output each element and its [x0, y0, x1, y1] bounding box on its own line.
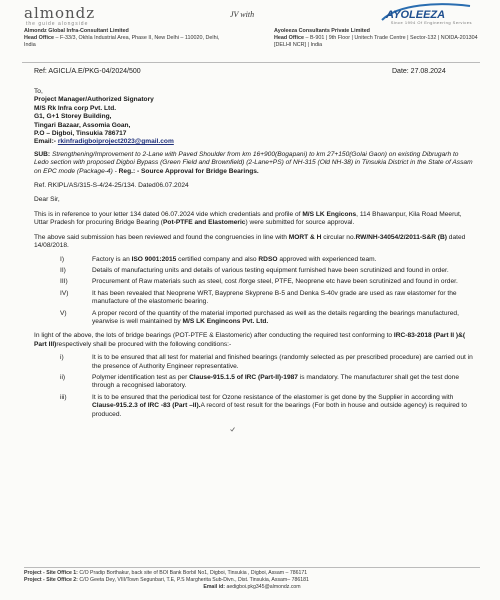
finding-item: II) Details of manufacturing units and details of various testing equipment furnished have been scrutinized and found in order.	[60, 266, 449, 274]
right-company-block	[274, 28, 494, 49]
condition-item: iii) It is to be ensured that the periodical test for Ozone resistance of the elastomer is get done by the Supplier in according with Clause-915.2.3 of IRC -83 (Part –II).A record of test result for the bearings (For both in house and outside agency) is required to produced.	[60, 393, 467, 418]
ayoleeza-tagline: Since 1994 Of Engineering Services	[390, 20, 472, 25]
almondz-tagline: the guide alongside	[26, 21, 89, 27]
finding-item: V) A proper record of the quantity of the material imported purchased as well as the details regarding the bearings manufactured, yearwise is well maintained by M/S LK Engincons Pvt. Ltd.	[60, 309, 459, 325]
conditions-list	[34, 354, 474, 419]
recipient-line4: Tingari Bazaar, Assomia Goan,	[34, 121, 131, 129]
paragraph-2: The above said submission has been reviewed and found the congruencies in line with MORT & H circular no.RW/NH-34054/2/2011-S&R (B) dated 14/08/2018.	[34, 233, 466, 250]
recipient-line1: Project Manager/Authorized Signatory	[34, 96, 154, 104]
letter-date: Date: 27.08.2024	[392, 68, 446, 75]
footer-email-row: Email id: aedigboi.pkg345@almondz.com	[203, 584, 301, 590]
recipient-email-link[interactable]: rkinfradigboiproject2023@gmail.com	[57, 138, 174, 146]
letter-body	[34, 88, 474, 422]
footer-email-link[interactable]: aedigboi.pkg345@almondz.com	[226, 584, 301, 590]
paragraph-1: This is in reference to your letter 134 dated 06.07.2024 vide which credentials and profile of M/S LK Engicons, 114 Bhawanpur, Kila Road Meerut, Uttar Pradesh for procuring Bridge Bearing (Pot-PTFE and Elastomeric) were submitted for source approval.	[34, 210, 462, 227]
recipient-line2: M/S Rk Infra corp Pvt. Ltd.	[34, 104, 117, 112]
small-tick-mark-icon	[230, 427, 235, 432]
paragraph-3: In light of the above, the lots of bridge bearings (POT-PTFE & Elastomeric) after conducting the required test conforming to IRC-83-2018 (Part II )&( Part III)respectively shall be procured with the following conditions:-	[34, 332, 466, 348]
finding-item: III) Procurement of Raw materials such as steel, cost /forge steel, PTFE, Neoprene etc have been scrutinized and found in order.	[60, 278, 458, 286]
finding-item: IV) It has been revealed that Neoprene WRT, Bayprene Skyprene B-5 and Denka S-40v grade are used as raw elastomer for the manufacture of the elastomeric bearing.	[60, 289, 457, 306]
dear-sir: Dear Sir,	[34, 196, 60, 204]
site-office-1: Project - Site Office 1: C/O Pradip Borthakur, back site of BOI Bank Borbil No1, Digboi, Tinsukia , Digboi, Assam – 786171	[24, 570, 308, 576]
subject-line: SUB: Strengthening/Improvement to 2-Lane with Paved Shoulder from km 16+900(Bogapani) to km 27+150(Golai Gaon) on existing Dibrugarh to Ledo section with proposed Digboi Bypass (Green Field and Brownfield) (2-Lane+PS) of NH-315 (Old NH-38) in Tinsukia District in the State of Assam on EPC mode (Package-4) - Reg.: - Source Approval for Bridge Bearings.	[34, 150, 473, 175]
jv-text: JV with	[230, 10, 255, 19]
recipient-line3: G1, G+1 Storey Building,	[34, 113, 112, 121]
ayoleeza-logo	[378, 2, 474, 22]
header-divider	[22, 62, 480, 63]
finding-item: I) Factory is an ISO 9001:2015 certified company and also RDSO approved with experienced team.	[60, 255, 377, 263]
recipient-block	[34, 88, 474, 147]
almondz-logo: almondz	[24, 4, 96, 22]
left-company-address: Head Office – F-33/3, Okhla Industrial Area, Phase II, New Delhi – 110020, Delhi, India	[24, 35, 220, 48]
right-company-address: Head Office – B-901 | 9th Floor | Unitech Trade Centre | Sector-132 | NOIDA-201304 [DELHI NCR] | India	[274, 35, 478, 48]
condition-item: i) It is to be ensured that all test for material and finished bearings (randomly selected as per prescribed procedure) are carried out in the presence of Authority Engineer representative.	[60, 354, 473, 370]
right-company-name: Ayoleeza Consultants Private Limited	[274, 28, 370, 34]
site-office-2: Project - Site Office 2: C/O Geeta Dey, VIII/Town Segunbari, T.E, P.S Margherita Sub-Divn., Dist. Tinsukia, Assam– 786181	[24, 577, 309, 583]
recipient-email-row: Email:- rkinfradigboiproject2023@gmail.com	[34, 138, 174, 146]
left-company-block	[24, 28, 224, 49]
condition-item: ii) Polymer identification test as per Clause-915.1.5 of IRC (Part-II)-1987 is mandatory. The manufacturer shall get the test done through a recognised laboratory.	[60, 373, 459, 390]
reference-number: Ref: AGICL/A.E/PKG-04/2024/500	[34, 68, 141, 75]
reference-line: Ref. RKIPL/AS/315-S-4/24-25/134. Dated06.07.2024	[34, 182, 189, 190]
salutation-to: To,	[34, 88, 43, 95]
ayoleeza-logo-text: AYOLEEZA	[386, 9, 446, 21]
letterhead	[24, 4, 480, 62]
left-company-name: Almondz Global Infra-Consultant Limited	[24, 28, 129, 34]
footer	[24, 567, 480, 591]
findings-list	[34, 256, 474, 327]
recipient-line5: P.O – Digboi, Tinsukia 786717	[34, 130, 127, 138]
